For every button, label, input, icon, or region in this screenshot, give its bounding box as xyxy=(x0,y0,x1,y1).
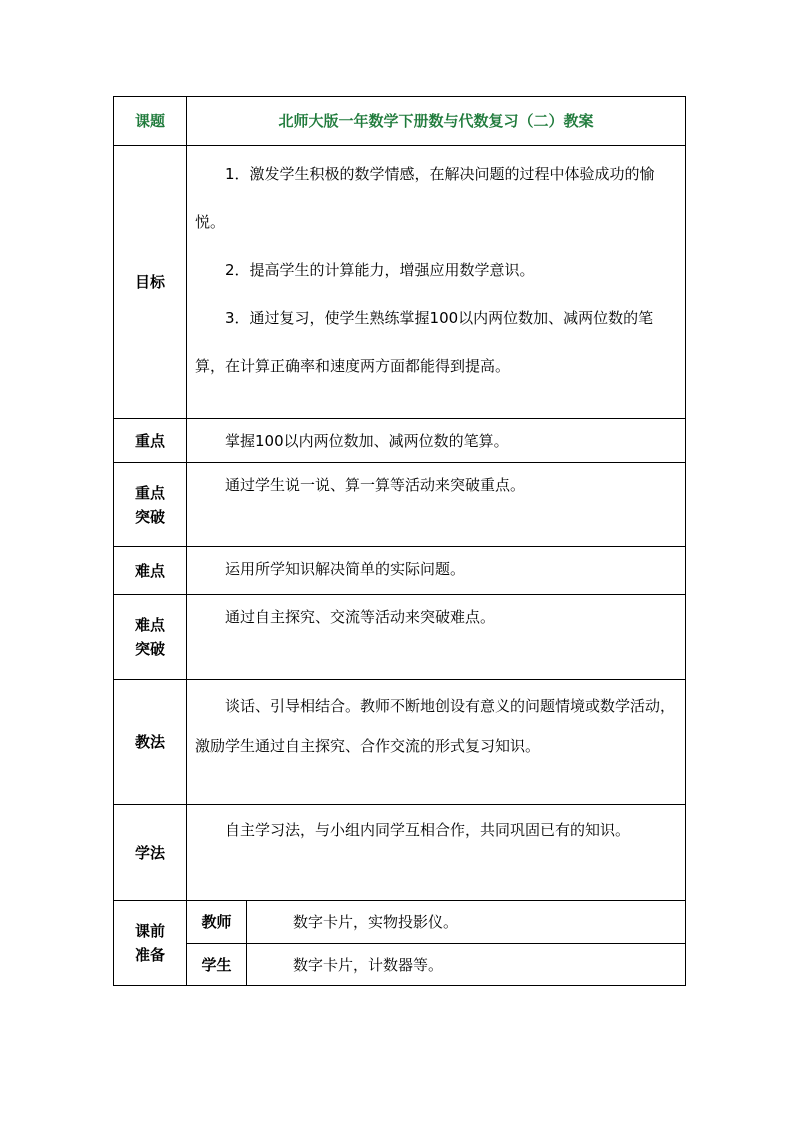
key-break-text: 通过学生说一说、算一算等活动来突破重点。 xyxy=(225,476,526,494)
key-break-label xyxy=(114,463,187,547)
difficulty-break-label-line2: 突破 xyxy=(134,640,165,658)
prep-student-row xyxy=(114,944,686,986)
prep-teacher-row xyxy=(114,901,686,944)
key-break-row xyxy=(114,463,686,547)
difficulty-cell xyxy=(187,547,686,595)
difficulty-text: 运用所学知识解决简单的实际问题。 xyxy=(225,560,466,578)
preparation-label-line1: 课前 xyxy=(134,922,165,940)
key-point-label: 重点 xyxy=(114,419,187,463)
difficulty-break-label xyxy=(114,595,187,680)
prep-student-text: 数字卡片，计数器等。 xyxy=(247,944,686,986)
goals-label: 目标 xyxy=(114,146,187,419)
goal-item-1: 1．激发学生积极的数学情感，在解决问题的过程中体验成功的愉悦。 xyxy=(195,165,655,231)
goals-cell xyxy=(187,146,686,419)
key-break-label-line1: 重点 xyxy=(134,483,165,502)
page-title: 北师大版一年数学下册数与代数复习（二）教案 xyxy=(187,97,686,146)
learning-method-label: 学法 xyxy=(114,805,187,901)
key-point-text: 掌握100以内两位数加、减两位数的笔算。 xyxy=(225,432,509,450)
key-break-cell xyxy=(187,463,686,547)
preparation-label xyxy=(114,901,187,986)
prep-student-label: 学生 xyxy=(187,944,247,986)
goal-item-2: 2．提高学生的计算能力，增强应用数学意识。 xyxy=(225,261,535,279)
goal-item-3: 3．通过复习，使学生熟练掌握100以内两位数加、减两位数的笔算，在计算正确率和速度两方面都能得到提高。 xyxy=(195,309,654,375)
teaching-method-text: 谈话、引导相结合。教师不断地创设有意义的问题情境或数学活动，激励学生通过自主探究、合作交流的形式复习知识。 xyxy=(195,697,676,755)
difficulty-break-label-line1: 难点 xyxy=(134,616,165,634)
prep-teacher-label: 教师 xyxy=(187,901,247,944)
key-point-row xyxy=(114,419,686,463)
difficulty-break-cell xyxy=(187,595,686,680)
goals-row xyxy=(114,146,686,419)
lesson-plan-table xyxy=(113,96,686,986)
preparation-label-line2: 准备 xyxy=(134,946,165,964)
teaching-method-row xyxy=(114,680,686,805)
learning-method-row xyxy=(114,805,686,901)
teaching-method-label: 教法 xyxy=(114,680,187,805)
difficulty-break-row xyxy=(114,595,686,680)
teaching-method-cell xyxy=(187,680,686,805)
prep-teacher-text: 数字卡片，实物投影仪。 xyxy=(247,901,686,944)
key-break-label-line2: 突破 xyxy=(134,507,165,526)
learning-method-text: 自主学习法，与小组内同学互相合作，共同巩固已有的知识。 xyxy=(225,821,631,839)
difficulty-break-text: 通过自主探究、交流等活动来突破难点。 xyxy=(225,608,496,626)
title-row xyxy=(114,97,686,146)
key-point-cell xyxy=(187,419,686,463)
difficulty-label: 难点 xyxy=(114,547,187,595)
subject-label: 课题 xyxy=(114,97,187,146)
learning-method-cell xyxy=(187,805,686,901)
difficulty-row xyxy=(114,547,686,595)
